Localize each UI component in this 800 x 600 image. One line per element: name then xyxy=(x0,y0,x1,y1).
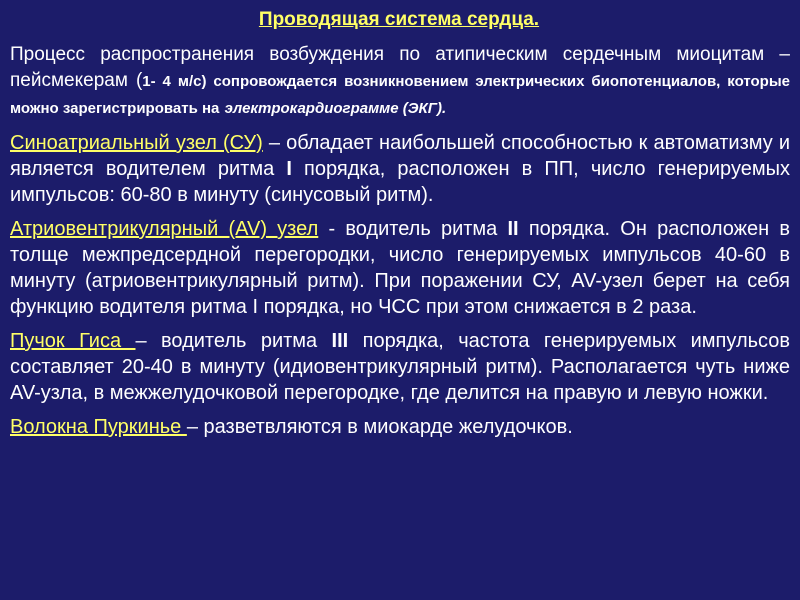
purkinje-text: – разветвляются в миокарде желудочков. xyxy=(186,416,573,438)
sa-node-paragraph xyxy=(10,130,790,208)
av-node-term: Атриовентрикулярный (AV) узел xyxy=(10,218,319,240)
his-bundle-text-2: порядка, частота генерируемых импульсов составляет 20-40 в минуту (идиовентрикулярный ритм). Располагается чуть ниже AV-узла, в межжелудочковой перегородке, где делится на правую и левую ножки. xyxy=(10,330,790,404)
av-node-text-1: - водитель ритма xyxy=(318,218,508,240)
purkinje-term: Волокна Пуркинье xyxy=(10,416,187,438)
av-node-text-2: порядка. Он расположен в толще межпредсердной перегородки, число генерируемых импульсов 40-60 в минуту (атриовентрикулярный ритм). При поражении СУ, AV-узел берет на себя функцию водителя ритма I порядка, но ЧСС при этом снижается в 2 раза. xyxy=(10,218,790,318)
intro-speed: 1- 4 м/с xyxy=(142,73,202,90)
purkinje-paragraph xyxy=(10,414,790,440)
his-bundle-term: Пучок Гиса xyxy=(10,330,136,352)
sa-node-term: Синоатриальный узел (СУ) xyxy=(10,132,263,154)
intro-text-3: электрокардиограмме (ЭКГ). xyxy=(224,100,447,117)
av-node-paragraph xyxy=(10,216,790,320)
his-bundle-paragraph xyxy=(10,328,790,406)
sa-node-text-2: порядка, расположен в ПП, число генерируемых импульсов: 60-80 в минуту (синусовый ритм). xyxy=(10,158,790,206)
intro-text-2: ) сопровождается возникновением электрических биопотенциалов, которые можно зарегистрировать на xyxy=(10,73,790,117)
slide-title: Проводящая система сердца. xyxy=(258,9,540,30)
sa-node-order: I xyxy=(286,158,292,180)
av-node-order: II xyxy=(507,218,519,240)
intro-text-1: Процесс распространения возбуждения по атипическим сердечным миоцитам – пейсмекерам ( xyxy=(10,44,790,91)
sa-node-text-1: – обладает наибольшей способностью к автоматизму и является водителем ритма xyxy=(10,132,791,180)
intro-paragraph xyxy=(10,42,790,122)
his-bundle-text-1: – водитель ритма xyxy=(135,330,332,352)
his-bundle-order: III xyxy=(331,330,349,352)
